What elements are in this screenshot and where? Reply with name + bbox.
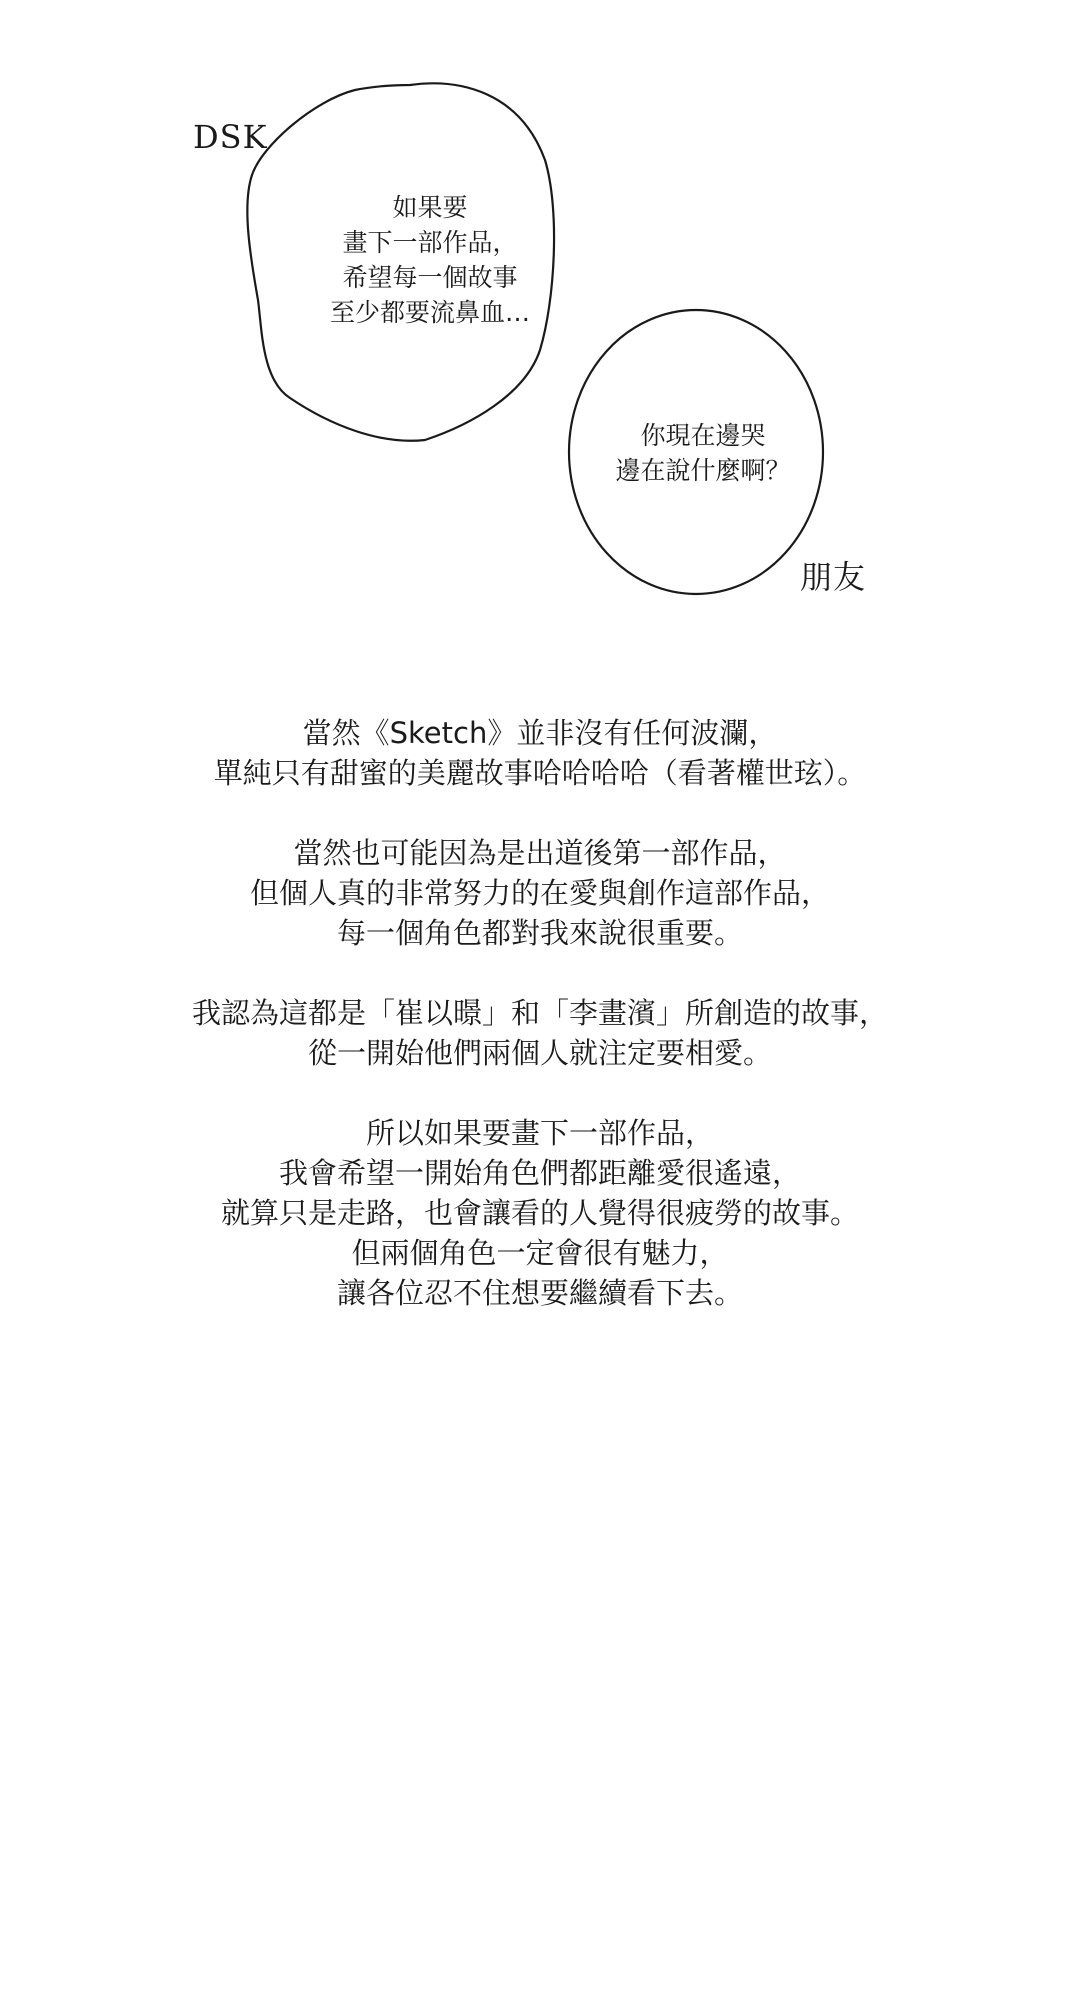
bubble-line: 至少都要流鼻血… (329, 298, 530, 327)
author-note-line: 從一開始他們兩個人就注定要相愛。 (307, 1036, 772, 1070)
author-note-paragraph (0, 713, 1080, 793)
author-note-line: 我認為這都是「崔以暻」和「李畫濱」所創造的故事， (191, 996, 888, 1030)
author-note-line: 所以如果要畫下一部作品， (365, 1116, 714, 1150)
speaker-label-friend: 朋友 (800, 558, 867, 596)
author-note-line: 讓各位忍不住想要繼續看下去。 (336, 1276, 743, 1310)
speaker-label-dsk: DSK (193, 118, 268, 156)
author-note-line: 但個人真的非常努力的在愛與創作這部作品， (249, 876, 830, 910)
author-note-paragraph (0, 833, 1080, 953)
author-note-paragraph (0, 1113, 1080, 1313)
bubble-line: 如果要 (392, 193, 468, 222)
author-note-line: 當然《Sketch》並非沒有任何波瀾， (302, 716, 778, 750)
bubble-line: 希望每一個故事 (342, 263, 518, 292)
friend-bubble-text (578, 418, 828, 488)
author-note-paragraph (0, 993, 1080, 1073)
author-note (0, 713, 1080, 1353)
author-note-line: 就算只是走路，也會讓看的人覺得很疲勞的故事。 (220, 1196, 859, 1230)
author-note-line: 當然也可能因為是出道後第一部作品， (293, 836, 787, 870)
author-note-line: 單純只有甜蜜的美麗故事哈哈哈哈（看著權世玹）。 (213, 756, 867, 790)
author-note-line: 每一個角色都對我來說很重要。 (336, 916, 743, 950)
author-note-line: 我會希望一開始角色們都距離愛很遙遠， (278, 1156, 801, 1190)
author-note-line: 但兩個角色一定會很有魅力， (351, 1236, 729, 1270)
bubble-line: 邊在說什麼啊？ (615, 456, 791, 485)
bubble-line: 畫下一部作品， (342, 228, 518, 257)
bubble-line: 你現在邊哭 (640, 421, 766, 450)
dsk-bubble-text (280, 190, 580, 330)
